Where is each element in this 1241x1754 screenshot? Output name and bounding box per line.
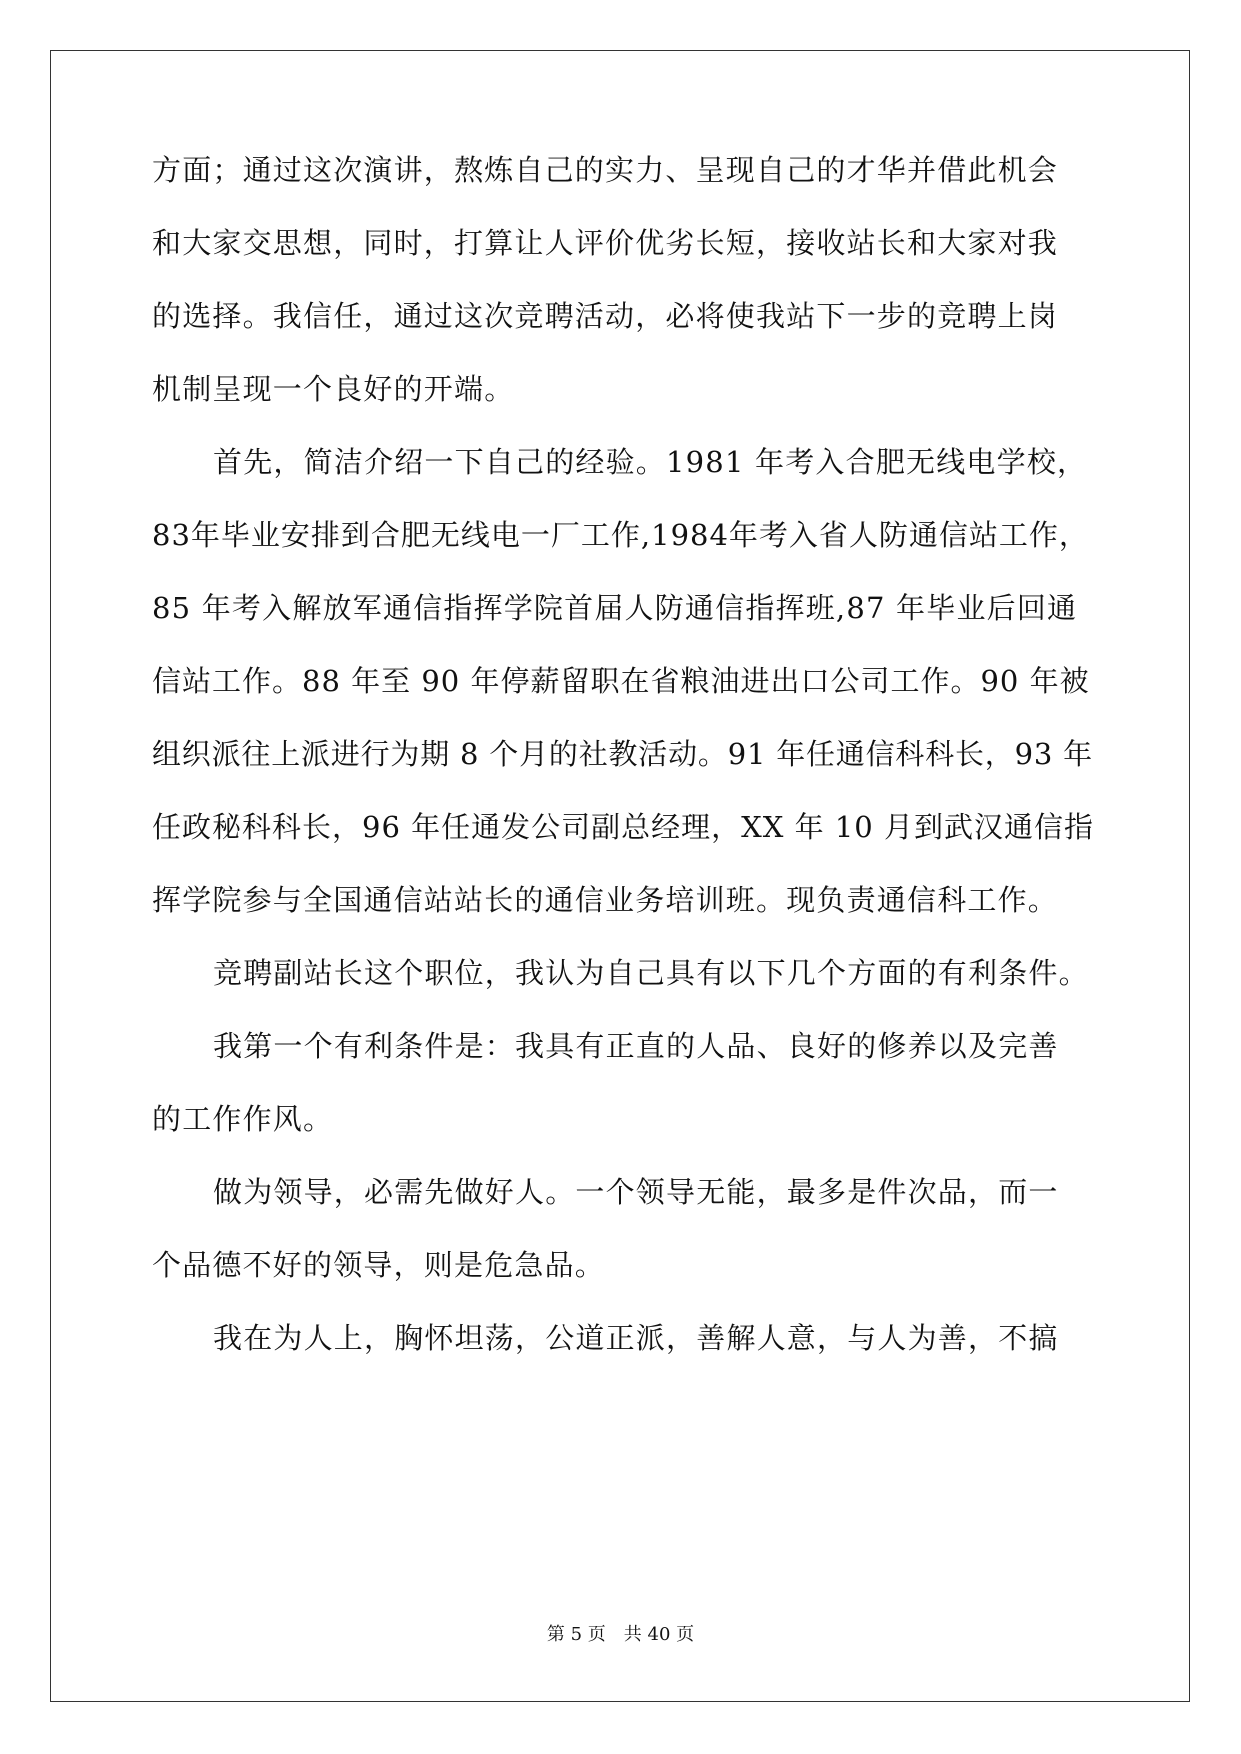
paragraph-first-line: 首先，简洁介绍一下自己的经验。1981 年考入合肥无线电学校， [213, 445, 1088, 479]
paragraph-first-line: 我在为人上，胸怀坦荡，公道正派，善解人意，与人为善，不搞 [213, 1321, 1059, 1355]
text-line: 任政秘科科长，96 年任通发公司副总经理，XX 年 10 月到武汉通信指 [152, 810, 1094, 844]
page-number: 第 5 页 [546, 1624, 606, 1645]
text-line: 83年毕业安排到合肥无线电一厂工作,1984年考入省人防通信站工作， [152, 518, 1089, 552]
text-line: 个品德不好的领导，则是危急品。 [152, 1248, 606, 1282]
total-pages: 共 40 页 [623, 1624, 695, 1645]
text-line: 85 年考入解放军通信指挥学院首届人防通信指挥班,87 年毕业后回通 [152, 591, 1078, 625]
paragraph-first-line: 竞聘副站长这个职位，我认为自己具有以下几个方面的有利条件。 [213, 956, 1089, 990]
text-line: 方面；通过这次演讲，熬炼自己的实力、呈现自己的才华并借此机会 [152, 153, 1059, 187]
paragraph-first-line: 做为领导，必需先做好人。一个领导无能，最多是件次品，而一 [213, 1175, 1059, 1209]
text-line: 的工作作风。 [152, 1102, 334, 1136]
text-line: 信站工作。88 年至 90 年停薪留职在省粮油进出口公司工作。90 年被 [152, 664, 1090, 698]
page-footer [0, 1623, 1241, 1647]
text-line: 的选择。我信任，通过这次竞聘活动，必将使我站下一步的竞聘上岗 [152, 299, 1059, 333]
text-line: 机制呈现一个良好的开端。 [152, 372, 515, 406]
text-line: 挥学院参与全国通信站站长的通信业务培训班。现负责通信科工作。 [152, 883, 1059, 917]
paragraph-first-line: 我第一个有利条件是：我具有正直的人品、良好的修养以及完善 [213, 1029, 1059, 1063]
text-line: 组织派往上派进行为期 8 个月的社教活动。91 年任通信科科长，93 年 [152, 737, 1093, 771]
text-line: 和大家交思想，同时，打算让人评价优劣长短，接收站长和大家对我 [152, 226, 1059, 260]
